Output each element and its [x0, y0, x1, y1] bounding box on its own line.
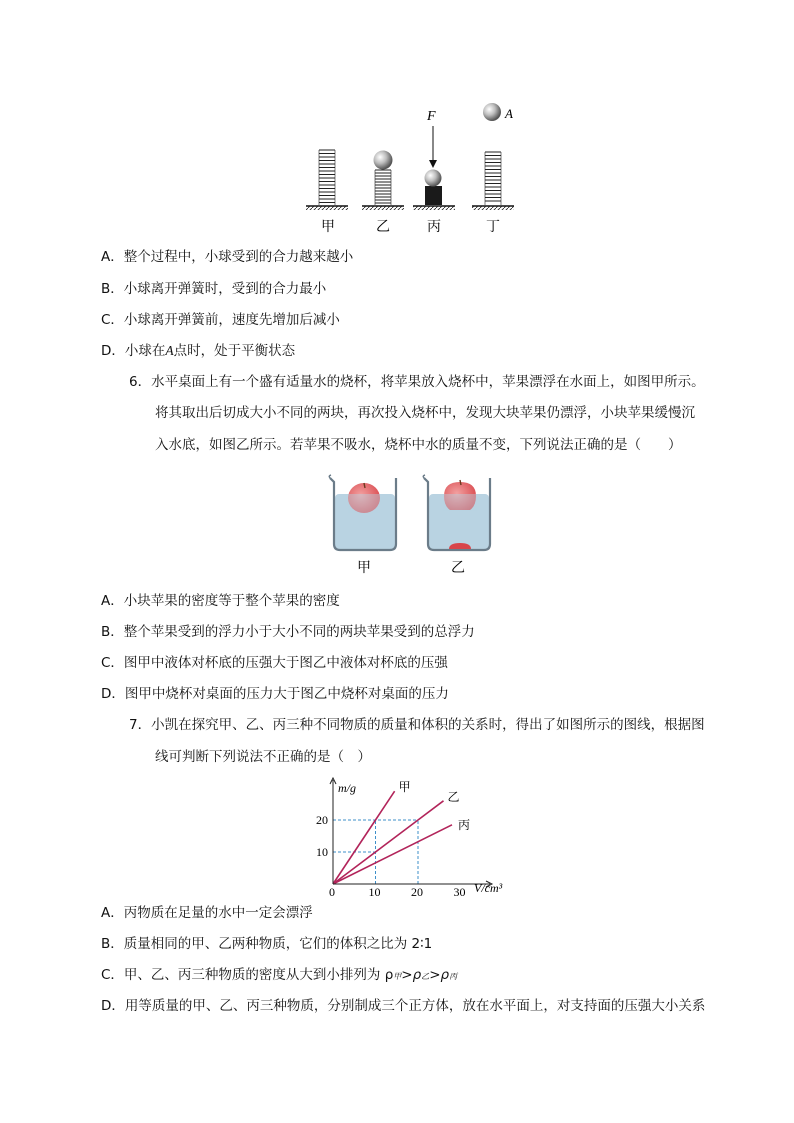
q6-stem-line-2: 将其取出后切成大小不同的两块，再次投入烧杯中，发现大块苹果仍漂浮，小块苹果缓慢沉: [155, 405, 695, 421]
q7-stem-line-1: 7．小凯在探究甲、乙、丙三种不同物质的质量和体积的关系时，得出了如图所示的图线，根据图: [129, 717, 705, 733]
force-arrow: [429, 126, 437, 168]
label-bing: 丙: [427, 219, 441, 235]
x-tick-label-3: 30: [453, 885, 466, 896]
ground-yi: [362, 206, 404, 210]
series-label-0: 甲: [398, 780, 411, 795]
x-axis-label: V/cm³: [474, 881, 503, 895]
ball-yi: [374, 151, 393, 170]
spring-yi: [375, 170, 391, 205]
q5-option-d-head: D．小球在: [101, 343, 166, 359]
gt-2: >: [429, 967, 441, 983]
q6-option-b: B．整个苹果受到的浮力小于大小不同的两块苹果受到的总浮力: [101, 624, 475, 640]
rho-3: ρ: [440, 967, 450, 983]
ball-a: [483, 103, 501, 121]
series-line-1: [333, 801, 444, 884]
q5-option-c: C．小球离开弹簧前，速度先增加后减小: [101, 312, 340, 328]
q6-option-d: D．图甲中烧杯对桌面的压力大于图乙中烧杯对桌面的压力: [101, 686, 449, 702]
q6-stem-line-1: 6．水平桌面上有一个盛有适量水的烧杯，将苹果放入烧杯中，苹果漂浮在水面上，如图甲所示。: [129, 374, 705, 390]
ball-bing: [425, 170, 442, 187]
rho-2: ρ: [412, 967, 422, 983]
series-label-2: 丙: [458, 817, 471, 832]
ground-jia: [306, 206, 348, 210]
q7-option-a: A．丙物质在足量的水中一定会漂浮: [101, 905, 313, 921]
spring-jia: [319, 150, 335, 205]
rho-sub-bing: 丙: [449, 972, 458, 981]
series-label-1: 乙: [447, 789, 460, 804]
x-tick-label-1: 10: [368, 885, 381, 896]
series-line-0: [333, 791, 395, 884]
q7-option-c-head: C．甲、乙、丙三种物质的密度从大到小排列为 ρ: [101, 967, 394, 983]
gt-1: >: [401, 967, 413, 983]
label-yi: 乙: [376, 219, 390, 235]
q5-option-d-tail: 点时，处于平衡状态: [173, 343, 296, 359]
ball-a-label: A: [505, 106, 513, 121]
spring-bing: [425, 186, 442, 205]
q5-option-a: A．整个过程中，小球受到的合力越来越小: [101, 249, 354, 265]
q5-option-d: [101, 342, 295, 360]
q6-option-a: A．小块苹果的密度等于整个苹果的密度: [101, 593, 340, 609]
q7-option-c: [101, 966, 457, 986]
q5-option-b: B．小球离开弹簧时，受到的合力最小: [101, 281, 327, 297]
x-tick-label-0: 0: [329, 885, 335, 896]
y-axis-label: m/g: [338, 781, 356, 795]
q5-option-d-point: A: [165, 343, 174, 358]
force-label: F: [427, 109, 436, 124]
spring-ding: [485, 152, 501, 205]
y-tick-label-1: 20: [316, 813, 328, 827]
label-jia: 甲: [321, 219, 335, 235]
beaker-label-yi: 乙: [451, 560, 465, 576]
ground-ding: [472, 206, 514, 210]
q6-option-c: C．图甲中液体对杯底的压强大于图乙中液体对杯底的压强: [101, 655, 448, 671]
q6-stem-line-3: 入水底，如图乙所示。若苹果不吸水，烧杯中水的质量不变，下列说法正确的是（ ）: [155, 437, 682, 453]
q7-option-b: B．质量相同的甲、乙两种物质，它们的体积之比为 2∶1: [101, 936, 433, 952]
springs-figure: [300, 100, 530, 240]
rho-sub-yi: 乙: [421, 972, 430, 981]
x-tick-label-2: 20: [411, 885, 423, 896]
beakers-figure: [325, 472, 500, 582]
y-tick-label-0: 10: [316, 845, 328, 859]
mass-volume-chart: [300, 772, 520, 896]
apple-whole: [348, 483, 380, 513]
rho-sub-jia: 甲: [393, 972, 402, 981]
label-ding: 丁: [486, 219, 500, 235]
beaker-label-jia: 甲: [357, 560, 371, 576]
series-line-2: [333, 825, 452, 884]
ground-bing: [413, 206, 455, 210]
q7-stem-line-2: 线可判断下列说法不正确的是（ ）: [155, 749, 371, 765]
apple-large-piece: [443, 480, 477, 511]
q7-option-d: D．用等质量的甲、乙、丙三种物质，分别制成三个正方体，放在水平面上，对支持面的压强大小关系: [101, 998, 706, 1014]
